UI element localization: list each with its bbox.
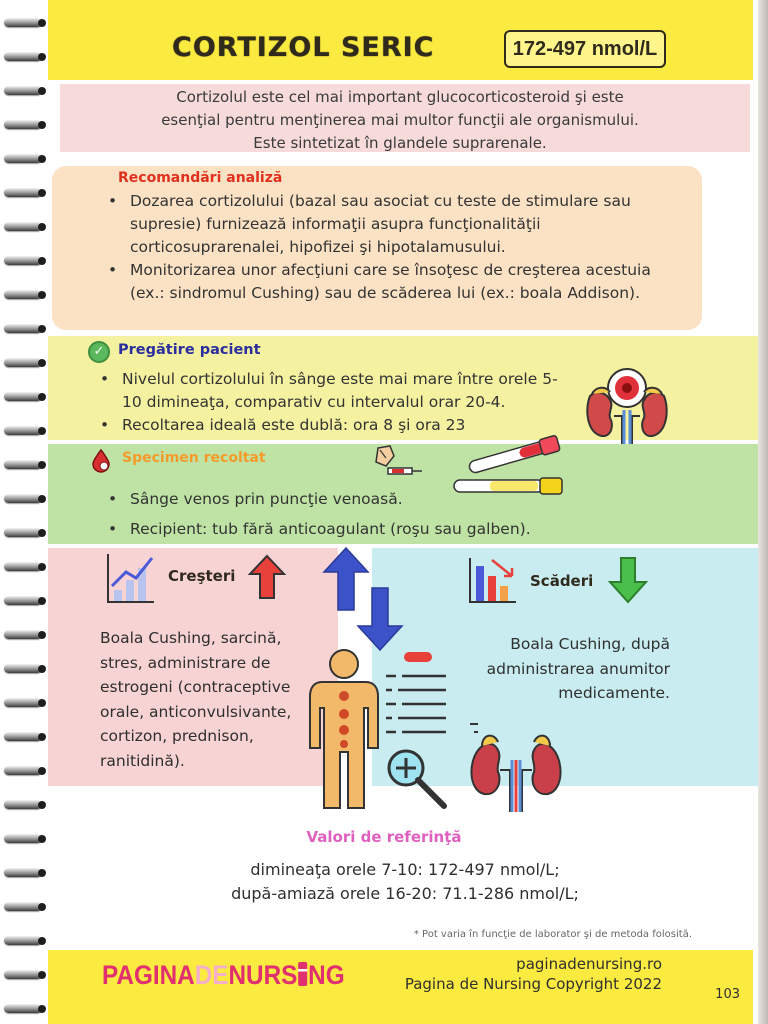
list-item: • Sânge venos prin puncţie venoasă.: [104, 484, 624, 514]
intro-line: esenţial pentru menţinerea mai multor funcţii ale organismului.: [161, 111, 639, 129]
intro-line: Cortizolul este cel mai important glucocorticosteroid şi este: [176, 88, 624, 106]
blood-drop-icon: [92, 449, 110, 471]
spiral-ring: [4, 222, 42, 231]
binding-hole: [38, 393, 46, 401]
binding-hole: [38, 291, 46, 299]
binding-hole: [38, 53, 46, 61]
spiral-ring: [4, 460, 42, 469]
arrow-down-icon: [608, 556, 648, 604]
list-item: • Dozarea cortizolului (bazal sau asociat cu teste de stimulare sau supresie) furnizează informaţii asupra funcţionalităţii corticosuprarenalei, hipofizei şi hipotalamusului.: [104, 190, 664, 259]
spiral-ring: [4, 426, 42, 435]
binding-hole: [38, 937, 46, 945]
spiral-ring: [4, 52, 42, 61]
decreases-heading: Scăderi: [530, 572, 594, 590]
bar-chart-up-icon: [106, 552, 156, 604]
brand-part: NG: [308, 960, 345, 990]
binding-hole: [38, 19, 46, 27]
intro-text: [90, 86, 710, 155]
spiral-ring: [4, 392, 42, 401]
spiral-ring: [4, 120, 42, 129]
binding-hole: [38, 801, 46, 809]
kidney-adrenal-icon: [584, 366, 670, 444]
brand-logo: [102, 960, 345, 991]
increases-text: Boala Cushing, sarcină, stres, administrare de estrogeni (contraceptive orale, anticonvulsivante, cortizon, prednison, ranitidină).: [100, 629, 292, 770]
binding-hole: [38, 767, 46, 775]
binding-hole: [38, 903, 46, 911]
site-url: paginadenursing.ro: [516, 955, 662, 973]
arrow-down-icon: [356, 586, 404, 652]
spiral-ring: [4, 528, 42, 537]
range-badge: 172-497 nmol/L: [504, 30, 666, 68]
intro-line: Este sintetizat în glandele suprarenale.: [253, 134, 547, 152]
page-title: CORTIZOL SERIC: [172, 32, 435, 63]
syringe-hand-icon: [372, 444, 424, 484]
list-item: • Nivelul cortizolului în sânge este mai mare între orele 5-10 dimineaţa, comparativ cu intervalul orar 20-4.: [96, 368, 574, 414]
spiral-ring: [4, 664, 42, 673]
arrow-up-icon: [248, 554, 286, 600]
document-magnifier-icon: [384, 650, 450, 810]
binding-hole: [38, 495, 46, 503]
binding-hole: [38, 223, 46, 231]
binding-hole: [38, 189, 46, 197]
spiral-ring: [4, 698, 42, 707]
specimen-heading: Specimen recoltat: [122, 450, 266, 466]
spiral-ring: [4, 970, 42, 979]
binding-hole: [38, 121, 46, 129]
binding-hole: [38, 359, 46, 367]
binding-hole: [38, 427, 46, 435]
blood-tube-icon: [450, 436, 574, 500]
spiral-ring: [4, 1004, 42, 1013]
binding-hole: [38, 597, 46, 605]
brand-part: DE: [194, 960, 229, 990]
spiral-ring: [4, 324, 42, 333]
human-body-icon: [308, 648, 380, 810]
page-number: 103: [715, 987, 740, 1002]
list-item: • Recoltarea ideală este dublă: ora 8 şi ora 23: [96, 414, 574, 437]
spiral-ring: [4, 256, 42, 265]
preparation-list: [96, 368, 574, 437]
binding-hole: [38, 325, 46, 333]
binding-hole: [38, 461, 46, 469]
spiral-ring: [4, 800, 42, 809]
list-item: • Monitorizarea unor afecţiuni care se însoţesc de creşterea acestuia (ex.: sindromul Cushing) sau de scăderea lui (ex.: boala Addison).: [104, 259, 664, 305]
copyright: Pagina de Nursing Copyright 2022: [404, 975, 662, 993]
bar-chart-down-icon: [468, 556, 518, 604]
binding-hole: [38, 631, 46, 639]
spiral-ring: [4, 630, 42, 639]
spiral-ring: [4, 766, 42, 775]
binding-hole: [38, 155, 46, 163]
check-icon: ✓: [88, 341, 110, 363]
recommendations-heading: Recomandări analiză: [118, 170, 283, 186]
spiral-ring: [4, 18, 42, 27]
binding-hole: [38, 971, 46, 979]
binding-hole: [38, 257, 46, 265]
brand-part: NURS: [228, 960, 298, 990]
list-item: • Recipient: tub fără anticoagulant (roşu sau galben).: [104, 514, 624, 544]
syringe-letter-icon: [298, 962, 307, 986]
spiral-ring: [4, 154, 42, 163]
footnote: * Pot varia în funcţie de laborator şi de metoda folosită.: [413, 929, 692, 940]
binding-hole: [38, 699, 46, 707]
spiral-ring: [4, 188, 42, 197]
reference-morning: dimineaţa orele 7-10: 172-497 nmol/L;: [250, 860, 560, 879]
binding-hole: [38, 87, 46, 95]
recommendations-list: [104, 190, 664, 305]
kidneys-icon: [464, 720, 568, 812]
spiral-ring: [4, 902, 42, 911]
spiral-ring: [4, 562, 42, 571]
spiral-ring: [4, 936, 42, 945]
spiral-ring: [4, 596, 42, 605]
binding-hole: [38, 1005, 46, 1013]
brand-part: PAGINA: [102, 960, 195, 990]
binding-hole: [38, 563, 46, 571]
reference-afternoon: după-amiază orele 16-20: 71.1-286 nmol/L;: [231, 884, 579, 903]
binding-hole: [38, 529, 46, 537]
decreases-text: Boala Cushing, după administrarea anumitor medicamente.: [486, 635, 670, 702]
spiral-ring: [4, 732, 42, 741]
preparation-heading: Pregătire pacient: [118, 342, 261, 358]
binding-hole: [38, 733, 46, 741]
spiral-ring: [4, 290, 42, 299]
spiral-ring: [4, 494, 42, 503]
increases-heading: Creşteri: [168, 567, 236, 585]
spiral-ring: [4, 358, 42, 367]
reference-heading: Valori de referinţă: [306, 828, 462, 846]
binding-hole: [38, 665, 46, 673]
spiral-ring: [4, 86, 42, 95]
